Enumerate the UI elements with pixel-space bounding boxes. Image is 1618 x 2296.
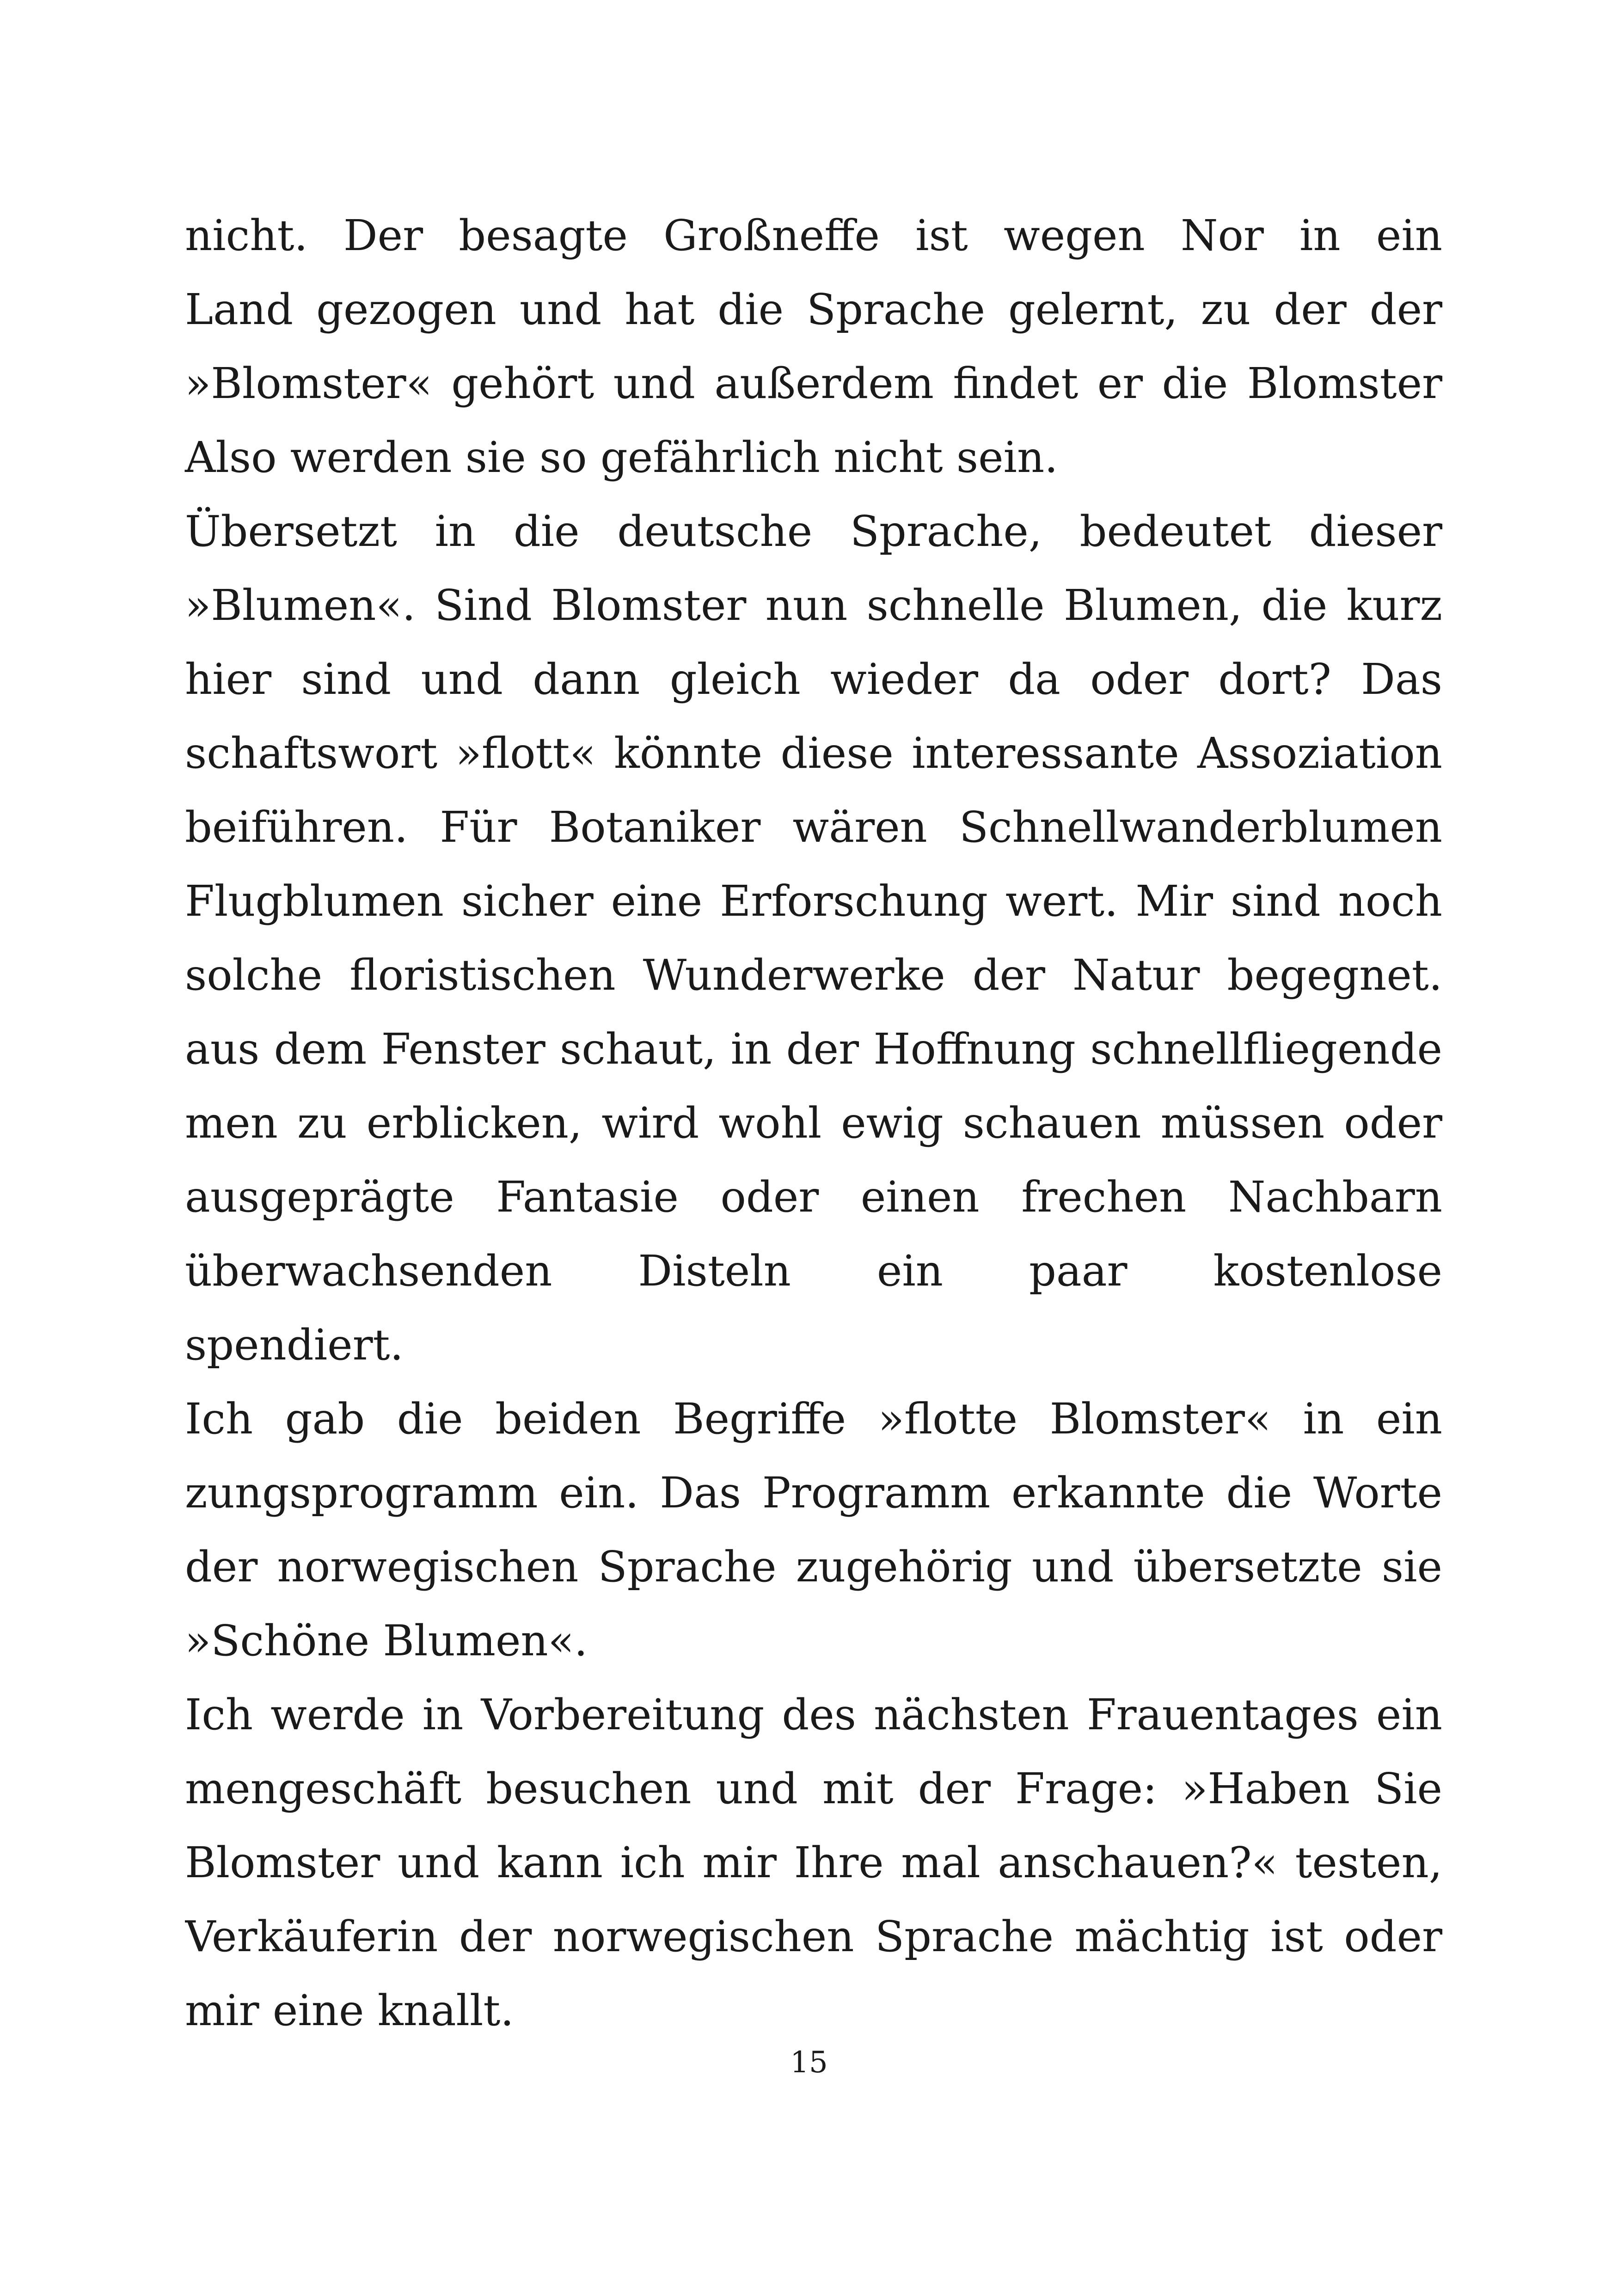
- text-line: Land gezogen und hat die Sprache gelernt, zu der der: [185, 285, 1442, 334]
- text-line: ausgeprägte Fantasie oder einen frechen Nachbarn: [185, 1172, 1442, 1222]
- text-line: Flugblumen sicher eine Erforschung wert. Mir sind noch: [185, 876, 1442, 926]
- text-line: beiführen. Für Botaniker wären Schnellwanderblumen: [185, 802, 1442, 852]
- page-number: 15: [790, 2045, 828, 2080]
- text-line: Blomster und kann ich mir Ihre mal anschauen?« testen,: [185, 1838, 1442, 1887]
- text-line: aus dem Fenster schaut, in der Hoffnung schnellfliegende: [185, 1024, 1442, 1074]
- text-line: spendiert.: [185, 1320, 404, 1370]
- text-line: Also werden sie so gefährlich nicht sein.: [185, 433, 1058, 482]
- text-line: Ich gab die beiden Begriffe »flotte Blomster« in ein: [185, 1394, 1442, 1444]
- text-line: zungsprogramm ein. Das Programm erkannte die Worte: [185, 1468, 1442, 1518]
- text-line: hier sind und dann gleich wieder da oder dort? Das: [185, 655, 1442, 704]
- text-line: Übersetzt in die deutsche Sprache, bedeutet dieser: [185, 507, 1442, 556]
- text-line: schaftswort »flott« könnte diese interessante Assoziation: [185, 729, 1442, 778]
- text-line: »Schöne Blumen«.: [185, 1616, 588, 1665]
- text-line: solche floristischen Wunderwerke der Natur begegnet.: [185, 950, 1442, 1000]
- text-line: Verkäuferin der norwegischen Sprache mächtig ist oder: [185, 1912, 1442, 1961]
- text-line: der norwegischen Sprache zugehörig und übersetzte sie: [185, 1542, 1442, 1592]
- text-line: mengeschäft besuchen und mit der Frage: »Haben Sie: [185, 1764, 1442, 1813]
- text-line: mir eine knallt.: [185, 1986, 514, 2035]
- text-line: »Blumen«. Sind Blomster nun schnelle Blumen, die kurz: [185, 581, 1442, 630]
- text-line: »Blomster« gehört und außerdem findet er die Blomster: [185, 359, 1442, 408]
- text-line: nicht. Der besagte Großneffe ist wegen Nor in ein: [185, 211, 1442, 260]
- body-text: [185, 199, 1442, 2048]
- text-line: men zu erblicken, wird wohl ewig schauen müssen oder: [185, 1098, 1442, 1148]
- text-line: Ich werde in Vorbereitung des nächsten Frauentages ein: [185, 1690, 1442, 1739]
- text-line: überwachsenden Disteln ein paar kostenlose: [185, 1246, 1442, 1296]
